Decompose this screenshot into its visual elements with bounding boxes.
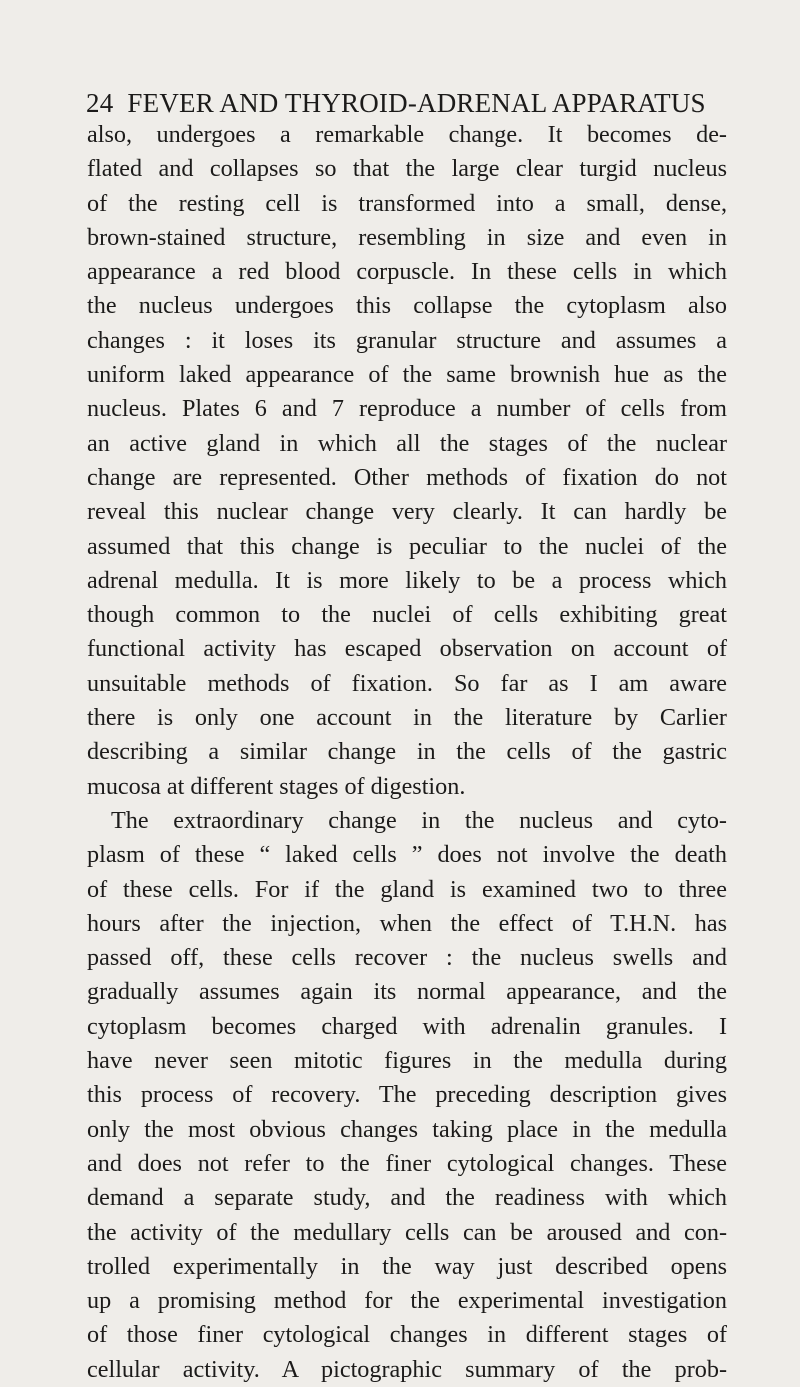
text-line: have never seen mitotic figures in the medulla during <box>87 1047 727 1075</box>
text-line: demand a separate study, and the readiness with which <box>87 1184 727 1212</box>
text-line: reveal this nuclear change very clearly. It can hardly be <box>87 498 727 526</box>
page-number: 24 <box>86 88 114 118</box>
text-line: functional activity has escaped observation on account of <box>87 635 727 663</box>
text-line: of these cells. For if the gland is examined two to three <box>87 875 727 903</box>
paragraph-end-line: mucosa at different stages of digestion. <box>87 772 466 800</box>
text-line: this process of recovery. The preceding description gives <box>87 1081 727 1109</box>
text-line: trolled experimentally in the way just described opens <box>87 1252 727 1280</box>
text-line: the nucleus undergoes this collapse the cytoplasm also <box>87 292 727 320</box>
text-line: cytoplasm becomes charged with adrenalin granules. I <box>87 1012 727 1040</box>
text-line: adrenal medulla. It is more likely to be a process which <box>87 566 727 594</box>
paragraph-start-line: The extraordinary change in the nucleus and cyto- <box>111 806 727 834</box>
text-line: uniform laked appearance of the same brownish hue as the <box>87 361 727 389</box>
text-line: up a promising method for the experimental investigation <box>87 1287 727 1315</box>
text-line: of the resting cell is transformed into a small, dense, <box>87 189 727 217</box>
text-line: unsuitable methods of fixation. So far as I am aware <box>87 669 727 697</box>
text-line: nucleus. Plates 6 and 7 reproduce a number of cells from <box>87 395 727 423</box>
text-line: plasm of these “ laked cells ” does not involve the death <box>87 841 727 869</box>
text-line: hours after the injection, when the effect of T.H.N. has <box>87 909 727 937</box>
text-line: changes : it loses its granular structure and assumes a <box>87 326 727 354</box>
text-line: gradually assumes again its normal appearance, and the <box>87 978 727 1006</box>
text-line: only the most obvious changes taking place in the medulla <box>87 1115 727 1143</box>
text-line: of those finer cytological changes in different stages of <box>87 1321 727 1349</box>
text-line: there is only one account in the literature by Carlier <box>87 704 727 732</box>
text-line: and does not refer to the finer cytological changes. These <box>87 1149 727 1177</box>
text-line: the activity of the medullary cells can be aroused and con- <box>87 1218 727 1246</box>
text-line: appearance a red blood corpuscle. In these cells in which <box>87 258 727 286</box>
body-text <box>87 118 727 1387</box>
text-line: passed off, these cells recover : the nucleus swells and <box>87 944 727 972</box>
text-line: describing a similar change in the cells of the gastric <box>87 738 727 766</box>
text-line: assumed that this change is peculiar to the nuclei of the <box>87 532 727 560</box>
text-line: flated and collapses so that the large clear turgid nucleus <box>87 155 727 183</box>
text-line: an active gland in which all the stages of the nuclear <box>87 429 727 457</box>
running-head-title: FEVER AND THYROID-ADRENAL APPARATUS <box>127 88 706 118</box>
text-line: though common to the nuclei of cells exhibiting great <box>87 601 727 629</box>
text-line: change are represented. Other methods of fixation do not <box>87 463 727 491</box>
text-line: brown-stained structure, resembling in size and even in <box>87 223 727 251</box>
running-head <box>86 88 726 118</box>
text-line: cellular activity. A pictographic summary of the prob- <box>87 1355 727 1383</box>
text-line: also, undergoes a remarkable change. It becomes de- <box>87 121 727 148</box>
